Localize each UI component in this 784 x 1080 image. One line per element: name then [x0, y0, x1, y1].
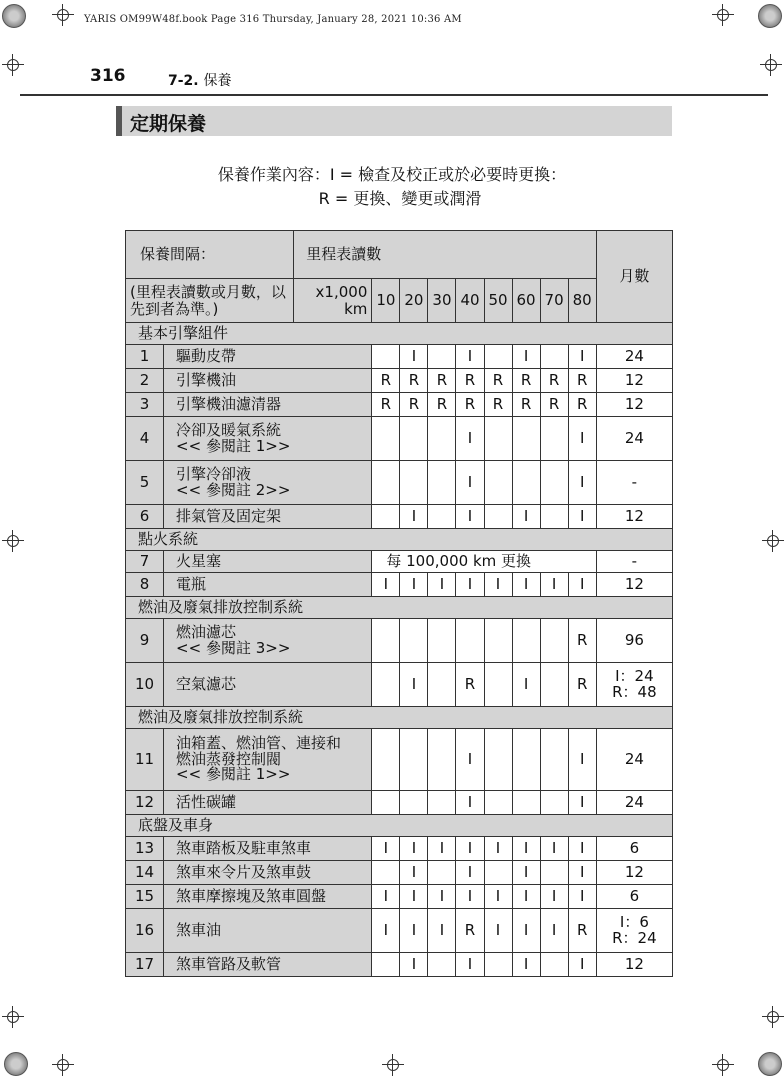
mark-cell: I [428, 837, 456, 861]
header-rule [20, 94, 768, 96]
mark-cell [372, 861, 400, 885]
mark-cell: I [512, 861, 540, 885]
mark-cell [484, 505, 512, 529]
mark-cell [428, 729, 456, 791]
section-heading [168, 70, 232, 90]
item-reference: << 參閱註 2>> [176, 480, 291, 499]
mark-cell: I [400, 573, 428, 597]
legend-line-1: 保養作業內容：I = 檢查及校正或於必要時更換： [217, 165, 567, 184]
table-row [126, 345, 673, 369]
category-row [126, 815, 673, 837]
item-name-line: 煞車踏板及駐車煞車 [176, 838, 312, 857]
crosshair-icon [52, 4, 74, 26]
mark-cell: R [456, 369, 484, 393]
mark-cell [372, 663, 400, 707]
mark-cell: I [456, 505, 484, 529]
mark-cell: I [484, 909, 512, 953]
mark-cell: R [540, 393, 568, 417]
months-cell: 96 [596, 619, 672, 663]
item-name [164, 729, 372, 791]
mark-cell [372, 619, 400, 663]
category-label: 點火系統 [126, 529, 673, 551]
mark-cell: I [456, 729, 484, 791]
table-row [126, 885, 673, 909]
mark-cell [540, 729, 568, 791]
row-number: 2 [126, 369, 164, 393]
mark-cell [372, 461, 400, 505]
months-cell: 12 [596, 505, 672, 529]
item-name-line: 排氣管及固定架 [176, 506, 282, 525]
mark-cell: I [568, 461, 596, 505]
mark-cell [512, 461, 540, 505]
table-row [126, 909, 673, 953]
item-name-line: 冷卻及暖氣系統 [176, 420, 282, 439]
table-row [126, 663, 673, 707]
mark-cell [372, 729, 400, 791]
table-row [126, 393, 673, 417]
mark-cell: R [568, 369, 596, 393]
item-name-line: 燃油蒸發控制閥 [176, 749, 282, 768]
item-name [164, 953, 372, 977]
row-number: 6 [126, 505, 164, 529]
item-name-line: 燃油濾芯 [176, 622, 237, 641]
page-number: 316 [90, 66, 126, 86]
item-name-line: 煞車來令片及煞車鼓 [176, 862, 312, 881]
mark-cell [372, 505, 400, 529]
item-name [164, 551, 372, 573]
mark-cell: I [456, 837, 484, 861]
mark-cell: R [456, 909, 484, 953]
mark-cell: I [400, 861, 428, 885]
months-cell: 24 [596, 729, 672, 791]
crosshair-icon [760, 54, 782, 76]
months-cell: 12 [596, 953, 672, 977]
item-name-line: 煞車管路及軟管 [176, 954, 282, 973]
registration-circle-icon [4, 1052, 28, 1076]
mark-cell: R [428, 369, 456, 393]
legend-line-2: R = 更換、變更或潤滑 [318, 189, 482, 208]
row-number: 11 [126, 729, 164, 791]
months-value: R：24 [612, 928, 657, 947]
mark-cell: I [484, 885, 512, 909]
mark-cell [428, 663, 456, 707]
mark-cell [540, 461, 568, 505]
category-label: 燃油及廢氣排放控制系統 [126, 597, 673, 619]
mark-cell: I [512, 505, 540, 529]
item-name-line: 火星塞 [176, 551, 222, 570]
mark-cell [484, 345, 512, 369]
mark-cell [540, 861, 568, 885]
mileage-header-70: 70 [540, 279, 568, 323]
crosshair-icon [52, 1054, 74, 1076]
months-cell: 12 [596, 861, 672, 885]
item-name [164, 461, 372, 505]
page-title-bar [116, 106, 672, 136]
crosshair-icon [2, 1006, 24, 1028]
row-number: 17 [126, 953, 164, 977]
mark-cell: R [512, 369, 540, 393]
months-cell: 12 [596, 573, 672, 597]
row-number: 9 [126, 619, 164, 663]
mark-cell: I [456, 461, 484, 505]
mark-cell [540, 663, 568, 707]
section-number: 7-2. [168, 73, 199, 89]
mark-cell: I [456, 345, 484, 369]
category-row [126, 323, 673, 345]
item-name [164, 861, 372, 885]
crosshair-icon [712, 1054, 734, 1076]
months-value: R：48 [612, 682, 657, 701]
item-name [164, 417, 372, 461]
mark-cell [428, 417, 456, 461]
crosshair-icon [762, 1006, 784, 1028]
months-value: I：24 [615, 666, 654, 685]
mark-cell: I [484, 573, 512, 597]
mark-cell: R [568, 619, 596, 663]
mark-cell: I [456, 417, 484, 461]
crosshair-icon [382, 1054, 404, 1076]
mark-cell [540, 619, 568, 663]
mark-cell: R [428, 393, 456, 417]
mark-cell [540, 953, 568, 977]
item-name-line: 引擎冷卻液 [176, 464, 252, 483]
months-cell: - [596, 551, 672, 573]
item-name [164, 505, 372, 529]
mileage-header-20: 20 [400, 279, 428, 323]
mark-cell: I [568, 837, 596, 861]
crosshair-icon [2, 530, 24, 552]
mark-cell [484, 953, 512, 977]
mark-cell: I [512, 953, 540, 977]
mark-cell: R [484, 369, 512, 393]
mark-cell: I [512, 885, 540, 909]
table-row [126, 461, 673, 505]
mark-cell: I [512, 909, 540, 953]
mark-cell: I [400, 663, 428, 707]
mark-cell [484, 729, 512, 791]
mark-cell [372, 791, 400, 815]
category-label: 基本引擎組件 [126, 323, 673, 345]
mark-cell: I [456, 573, 484, 597]
mark-cell: I [568, 885, 596, 909]
crosshair-icon [712, 4, 734, 26]
mark-cell: I [400, 909, 428, 953]
header-note: (里程表讀數或月數，以先到者為準。) [126, 279, 294, 323]
category-row [126, 529, 673, 551]
mark-cell: I [400, 345, 428, 369]
months-cell: 24 [596, 791, 672, 815]
mark-cell: I [512, 573, 540, 597]
mark-cell: I [484, 837, 512, 861]
mark-cell: I [568, 417, 596, 461]
mark-cell [540, 505, 568, 529]
mark-cell [484, 619, 512, 663]
mark-cell: I [372, 837, 400, 861]
table-row [126, 619, 673, 663]
mark-cell: I [540, 837, 568, 861]
months-cell [596, 909, 672, 953]
item-name-line: 電瓶 [176, 574, 207, 593]
row-number: 16 [126, 909, 164, 953]
mark-cell: R [512, 393, 540, 417]
crosshair-icon [762, 530, 784, 552]
table-row [126, 953, 673, 977]
mark-cell: R [372, 369, 400, 393]
mark-cell: I [540, 909, 568, 953]
mark-cell: I [372, 885, 400, 909]
mark-cell: I [568, 505, 596, 529]
category-row [126, 597, 673, 619]
mark-cell [400, 791, 428, 815]
mark-cell: R [484, 393, 512, 417]
item-name-line: 活性碳罐 [176, 792, 237, 811]
months-cell: 6 [596, 885, 672, 909]
mark-cell [484, 461, 512, 505]
mileage-header-40: 40 [456, 279, 484, 323]
item-name-line: 空氣濾芯 [176, 674, 237, 693]
months-cell: 6 [596, 837, 672, 861]
mileage-header-30: 30 [428, 279, 456, 323]
months-cell: 12 [596, 393, 672, 417]
mark-cell [512, 791, 540, 815]
mark-cell: I [400, 953, 428, 977]
mark-cell [372, 953, 400, 977]
print-info-line: YARIS OM99W48f.book Page 316 Thursday, January 28, 2021 10:36 AM [84, 14, 462, 25]
mark-cell [484, 861, 512, 885]
mark-cell: I [512, 663, 540, 707]
mark-cell: I [568, 729, 596, 791]
mark-cell [400, 461, 428, 505]
mark-cell [428, 345, 456, 369]
maintenance-schedule-table [125, 230, 673, 977]
mark-cell [400, 417, 428, 461]
interval-span-note: 每 100,000 km 更換 [372, 551, 596, 573]
months-cell: 24 [596, 345, 672, 369]
mark-cell [456, 619, 484, 663]
months-cell: 24 [596, 417, 672, 461]
item-name [164, 369, 372, 393]
mark-cell: I [456, 791, 484, 815]
item-name-line: 煞車油 [176, 920, 222, 939]
row-number: 13 [126, 837, 164, 861]
mark-cell: R [372, 393, 400, 417]
table-row [126, 417, 673, 461]
mark-cell: I [568, 573, 596, 597]
mark-cell [428, 861, 456, 885]
mark-cell: I [568, 345, 596, 369]
mark-cell [372, 417, 400, 461]
row-number: 15 [126, 885, 164, 909]
mark-cell: I [456, 861, 484, 885]
mark-cell: R [456, 663, 484, 707]
mark-cell: I [568, 791, 596, 815]
mark-cell [512, 619, 540, 663]
mark-cell: R [400, 393, 428, 417]
section-title: 保養 [203, 73, 232, 89]
mark-cell: I [568, 953, 596, 977]
table-row [126, 729, 673, 791]
mark-cell: I [372, 573, 400, 597]
table-row [126, 369, 673, 393]
mark-cell: R [400, 369, 428, 393]
row-number: 5 [126, 461, 164, 505]
category-label: 底盤及車身 [126, 815, 673, 837]
mark-cell: I [372, 909, 400, 953]
mark-cell [512, 729, 540, 791]
item-name [164, 791, 372, 815]
mark-cell: I [400, 505, 428, 529]
item-name [164, 393, 372, 417]
mark-cell: R [540, 369, 568, 393]
table-row [126, 573, 673, 597]
mileage-header-80: 80 [568, 279, 596, 323]
row-number: 12 [126, 791, 164, 815]
item-name-line: 油箱蓋、燃油管、連接和 [176, 733, 342, 752]
row-number: 3 [126, 393, 164, 417]
months-value: I：6 [619, 912, 649, 931]
header-months: 月數 [596, 231, 672, 323]
row-number: 8 [126, 573, 164, 597]
mark-cell: R [568, 909, 596, 953]
item-name-line: 引擎機油濾清器 [176, 394, 282, 413]
months-cell: - [596, 461, 672, 505]
months-cell [596, 663, 672, 707]
item-name [164, 909, 372, 953]
mileage-header-50: 50 [484, 279, 512, 323]
row-number: 7 [126, 551, 164, 573]
mark-cell [428, 505, 456, 529]
mark-cell [428, 791, 456, 815]
mark-cell [400, 619, 428, 663]
mark-cell: I [540, 573, 568, 597]
mark-cell [540, 417, 568, 461]
item-name [164, 885, 372, 909]
item-reference: << 參閱註 3>> [176, 638, 291, 657]
row-number: 10 [126, 663, 164, 707]
item-name-line: 引擎機油 [176, 370, 237, 389]
mark-cell: R [568, 663, 596, 707]
item-name [164, 663, 372, 707]
item-name [164, 837, 372, 861]
table-row [126, 837, 673, 861]
table-row [126, 505, 673, 529]
mileage-header-10: 10 [372, 279, 400, 323]
page-title: 定期保養 [130, 113, 207, 135]
header-unit: x1,000 km [294, 279, 372, 323]
mark-cell [372, 345, 400, 369]
mark-cell: I [568, 861, 596, 885]
item-reference: << 參閱註 1>> [176, 436, 291, 455]
item-name [164, 619, 372, 663]
months-cell: 12 [596, 369, 672, 393]
mileage-header-60: 60 [512, 279, 540, 323]
mark-cell [428, 461, 456, 505]
registration-circle-icon [758, 1052, 782, 1076]
mark-cell: I [428, 909, 456, 953]
category-label: 燃油及廢氣排放控制系統 [126, 707, 673, 729]
crosshair-icon [2, 54, 24, 76]
header-odometer: 里程表讀數 [294, 231, 596, 279]
item-name-line: 煞車摩擦塊及煞車圓盤 [176, 886, 327, 905]
item-reference: << 參閱註 1>> [176, 765, 291, 784]
row-number: 1 [126, 345, 164, 369]
table-row [126, 861, 673, 885]
mark-cell [428, 953, 456, 977]
mark-cell [428, 619, 456, 663]
mark-cell: I [456, 885, 484, 909]
mark-cell [540, 791, 568, 815]
row-number: 14 [126, 861, 164, 885]
row-number: 4 [126, 417, 164, 461]
mark-cell [484, 791, 512, 815]
mark-cell [484, 663, 512, 707]
mark-cell [400, 729, 428, 791]
item-name [164, 573, 372, 597]
mark-cell: R [568, 393, 596, 417]
registration-circle-icon [758, 4, 782, 28]
mark-cell: I [400, 837, 428, 861]
mark-cell: I [512, 837, 540, 861]
mark-cell [512, 417, 540, 461]
mark-cell: R [456, 393, 484, 417]
mark-cell: I [540, 885, 568, 909]
item-name-line: 驅動皮帶 [176, 346, 237, 365]
table-row [126, 791, 673, 815]
mark-cell [540, 345, 568, 369]
mark-cell [484, 417, 512, 461]
mark-cell: I [428, 573, 456, 597]
category-row [126, 707, 673, 729]
mark-cell: I [428, 885, 456, 909]
mark-cell: I [456, 953, 484, 977]
mark-cell: I [400, 885, 428, 909]
mark-cell: I [512, 345, 540, 369]
header-interval: 保養間隔： [126, 231, 294, 279]
registration-circle-icon [2, 4, 26, 28]
item-name [164, 345, 372, 369]
table-row [126, 551, 673, 573]
